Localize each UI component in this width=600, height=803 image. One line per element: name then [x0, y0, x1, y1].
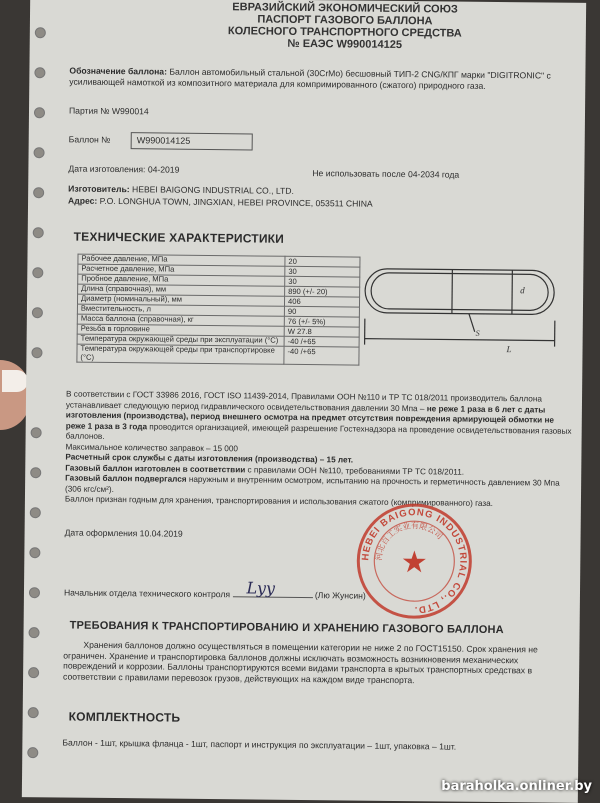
manufacturer-label: Изготовитель:: [68, 184, 130, 195]
site-watermark: baraholka.onliner.by: [441, 779, 592, 794]
punch-hole: [31, 347, 42, 358]
punch-hole: [34, 147, 45, 158]
tech-row-value: 90: [284, 306, 359, 317]
passport-sheet: [22, 0, 586, 803]
punch-hole: [27, 747, 38, 758]
tech-row-label: Расчетное давление, МПа: [78, 264, 285, 276]
tech-row-label: Резьба в горловине: [77, 324, 284, 336]
punch-hole: [30, 507, 41, 518]
tech-row-value: 76 (+/- 5%): [284, 316, 359, 327]
punch-hole: [34, 67, 45, 78]
tech-row: [77, 344, 359, 365]
punch-hole: [32, 307, 43, 318]
punch-hole: [32, 267, 43, 278]
completeness-text: Баллон - 1шт, крышка фланца - 1шт, паспорт и инструкция по эксплуатации – 1шт, упаковка – 1шт.: [62, 737, 572, 753]
signatory-name: (Лю Жунсин): [315, 590, 366, 601]
tech-row-value: -40 /+65: [284, 346, 359, 365]
address-label: Адрес:: [68, 196, 97, 206]
header-passport: ПАСПОРТ ГАЗОВОГО БАЛЛОНА: [180, 13, 510, 28]
transport-text: Хранения баллонов должно осуществляться в помещении категории не ниже 2 по ГОСТ15150. Срок хранения не ограничен. Хранение и транспортировка баллонов должны исключать возможность возникновения механических повреждений и коррозии. Баллоны транспортируются всеми видами транспорта в крытых транспортных средствах в соответствии с правилами перевозок грузов, действующих на каждом виде транспорта.: [63, 639, 573, 687]
punch-hole: [28, 627, 39, 638]
cylinder-number-label: Баллон №: [69, 134, 111, 144]
handwritten-signature: Lyy: [246, 582, 275, 593]
batch-number: Партия № W990014: [69, 106, 149, 118]
punch-hole: [28, 667, 39, 678]
fit-statement: Баллон признан годным для хранения, транспортирования и использования сжатого (компримированного) газа.: [65, 495, 575, 511]
address-text: P.O. LONGHUA TOWN, JINGXIAN, HEBEI PROVINCE, 053511 CHINA: [100, 196, 373, 209]
service-life: Расчетный срок службы с даты изготовления (производства) – 15 лет.: [65, 453, 575, 469]
cylinder-outer-outline: [365, 269, 554, 315]
tech-row-label: Пробное давление, МПа: [78, 274, 285, 286]
tech-row-value: 20: [285, 256, 360, 267]
compliance-label: Газовый баллон изготовлен в соответствии: [65, 463, 245, 474]
tech-row-value: W 27.8: [284, 326, 359, 337]
document-header: [180, 1, 510, 52]
tech-row-value: 30: [285, 276, 360, 287]
punch-hole: [33, 227, 44, 238]
punch-hole: [34, 107, 45, 118]
completeness-title: КОМПЛЕКТНОСТЬ: [69, 710, 181, 725]
seal-star-icon: ★: [401, 545, 428, 580]
tested-text: наружным и внутренним осмотром, испытанию на прочность и герметичность давлением 30 Мпа (306 кгс/см²).: [65, 475, 560, 494]
length-label: L: [505, 344, 511, 354]
tech-table: [76, 254, 360, 366]
certification-block: [65, 390, 576, 511]
tech-row-label: Масса баллона (справочная), кг: [77, 314, 284, 326]
designation: [69, 66, 569, 93]
seal-outer-text: HEBEI BAIGONG INDUSTRIAL CO., LTD.: [360, 506, 469, 615]
tech-row-label: Температура окружающей среды при эксплуатации (°С): [77, 334, 284, 346]
address-row: [68, 196, 373, 210]
punch-hole: [29, 587, 40, 598]
tech-row-label: Диаметр (номинальный), мм: [77, 294, 284, 306]
signature-line: [232, 596, 312, 598]
document-content: [70, 0, 574, 3]
cylinder-number-row: [69, 132, 253, 151]
inspection-text-c: проводится организацией, имеющей разрешение Гостехнадзора на проведение освидетельствования газовых баллонов.: [66, 422, 572, 441]
wall-label: S: [476, 329, 480, 338]
punch-hole: [28, 707, 39, 718]
tech-row-value: 890 (+/- 20): [285, 286, 360, 297]
punch-hole: [30, 467, 41, 478]
cylinder-number-box: W990014125: [131, 132, 253, 150]
seal-graphic: [354, 501, 475, 622]
diameter-label: d: [520, 285, 525, 295]
header-vehicle: КОЛЕСНОГО ТРАНСПОРТНОГО СРЕДСТВА: [180, 25, 510, 40]
manufacture-date: Дата изготовления: 04-2019: [68, 164, 179, 176]
binder-holes: [22, 27, 50, 797]
signature-label: Начальник отдела технического контроля: [64, 587, 230, 599]
tech-row-value: 406: [284, 296, 359, 307]
tech-row-value: 30: [285, 266, 360, 277]
designation-text: Баллон автомобильный стальной (30CrMo) бесшовный ТИП-2 CNG/КПГ марки "DIGITRONIC" с усиливающей намоткой из композитного материала для компримированного (сжатого) природного газа.: [69, 67, 551, 91]
expiry-date: Не использовать после 04-2034 года: [312, 168, 459, 181]
punch-hole: [29, 547, 40, 558]
wall-leader-line: [469, 314, 475, 332]
inspection-paragraph: [66, 390, 577, 448]
inspection-text-a: В соответствии с ГОСТ 33986 2016, ГОСТ ISO 11439-2014, Правилами ООН №110 и ТР ТС 018/2011 производитель баллона устанавливает следующую период гидравлического освидетельствования давлении 30 Мпа –: [66, 390, 542, 413]
compliance-text: с правилами ООН №110, требованиями ТР ТС 018/2011.: [248, 465, 465, 476]
tech-row-value: -40 /+65: [284, 336, 359, 347]
manufacturer-name: HEBEI BAIGONG INDUSTRIAL CO., LTD.: [132, 184, 294, 196]
tech-title: ТЕХНИЧЕСКИЕ ХАРАКТЕРИСТИКИ: [74, 230, 285, 246]
company-seal: [354, 501, 475, 622]
thumb-nail: [2, 370, 28, 392]
tested-label: Газовый баллон подвергался: [65, 474, 187, 484]
tech-row-label: Вместительность, л: [77, 304, 284, 316]
tech-row-label: Рабочее давление, МПа: [78, 254, 285, 266]
tech-row-label: Температура окружающей среды при транспортировке (°С): [77, 344, 284, 364]
length-dimension-line: [365, 339, 555, 341]
issue-date: Дата оформления 10.04.2019: [65, 528, 183, 540]
punch-hole: [31, 427, 42, 438]
header-union: ЕВРАЗИЙСКИЙ ЭКОНОМИЧЕСКИЙ СОЮЗ: [180, 1, 510, 16]
cylinder-drawing: [356, 259, 582, 361]
punch-hole: [35, 27, 46, 38]
designation-label: Обозначение баллона:: [69, 66, 167, 77]
header-number: № ЕАЭС W990014125: [180, 37, 510, 52]
tech-row-label: Длина (справочная), мм: [78, 284, 285, 296]
max-fill: Максимальное количество заправок – 15 000: [65, 442, 575, 458]
seal-inner-text: 河北百工实业有限公司: [374, 520, 444, 562]
punch-hole: [33, 187, 44, 198]
inspection-text-b: не реже 1 раза в 6 лет с даты изготовления (производства), период внешнего осмотра на предмет отсутствия повреждения армирующей обмотки не реже 1 раза в 3 года: [66, 404, 554, 431]
transport-title: ТРЕБОВАНИЯ К ТРАНСПОРТИРОВАНИЮ И ХРАНЕНИЮ ГАЗОВОГО БАЛЛОНА: [70, 620, 504, 637]
